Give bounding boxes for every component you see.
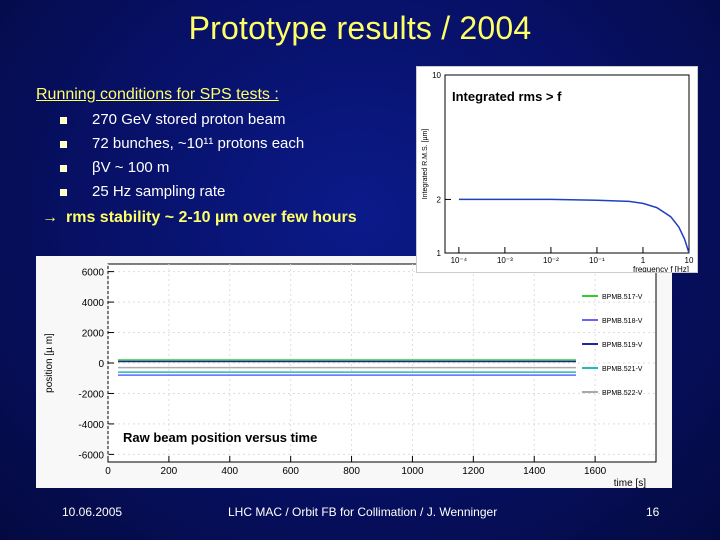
list-item <box>58 156 304 180</box>
arrow-icon: → <box>42 209 58 226</box>
x-tick-label: 1 <box>640 256 646 265</box>
conditions-heading: Running conditions for SPS tests : <box>36 86 279 103</box>
x-tick-label: 10⁻² <box>543 256 559 265</box>
footer-center: LHC MAC / Orbit FB for Collimation / J. Wenninger <box>228 505 498 519</box>
x-tick-label: 10 <box>684 256 694 265</box>
list-item <box>58 132 304 156</box>
list-item-text: 270 GeV stored proton beam <box>92 111 286 128</box>
list-item-text: βV ~ 100 m <box>92 159 170 176</box>
rms-stability-conclusion <box>42 209 357 227</box>
x-tick-label: 10⁻¹ <box>589 256 605 265</box>
x-axis-label: time [s] <box>613 478 646 488</box>
y-tick-label: 0 <box>98 359 104 370</box>
y-tick-label: 2000 <box>81 328 104 340</box>
rms-plot-caption: Integrated rms > f <box>452 89 562 104</box>
bullet-square-icon <box>60 189 67 196</box>
bullet-square-icon <box>60 141 67 148</box>
footer-date: 10.06.2005 <box>62 505 123 519</box>
x-axis-label: frequency f [Hz] <box>632 265 689 272</box>
list-item <box>58 180 304 204</box>
x-tick-label: 0 <box>105 466 111 477</box>
list-item-text: 25 Hz sampling rate <box>92 183 226 200</box>
x-tick-label: 200 <box>160 466 178 477</box>
y-tick-label: 1 <box>436 249 441 258</box>
legend-label: BPMB.521-V <box>602 366 643 373</box>
x-tick-label: 400 <box>221 466 239 477</box>
x-tick-label: 600 <box>282 466 300 477</box>
y-axis-label: position [µ m] <box>44 333 55 393</box>
conclusion-text: rms stability ~ 2-10 µm over few hours <box>66 209 357 226</box>
bullet-square-icon <box>60 117 67 124</box>
slide-title: Prototype results / 2004 <box>188 10 532 46</box>
raw-position-plot <box>36 256 672 488</box>
legend-label: BPMB.519-V <box>602 342 643 349</box>
footer-page-number: 16 <box>646 505 660 519</box>
x-tick-label: 10⁻³ <box>496 256 513 265</box>
y-tick-label: 6000 <box>81 267 104 279</box>
y-axis-label: Integrated R.M.S. [µm] <box>422 128 429 200</box>
x-tick-label: 800 <box>343 466 360 477</box>
x-tick-label: 1000 <box>401 466 424 477</box>
x-tick-label: 1200 <box>462 466 485 477</box>
conditions-list <box>58 108 304 204</box>
list-item-text: 72 bunches, ~10¹¹ protons each <box>92 135 305 152</box>
y-tick-label: -2000 <box>78 389 104 401</box>
legend-label: BPMB.518-V <box>602 318 643 325</box>
x-tick-label: 10⁻⁴ <box>450 256 468 265</box>
raw-position-chart <box>36 256 672 488</box>
legend-label: BPMB.517-V <box>602 294 643 301</box>
legend-label: BPMB.522-V <box>602 390 643 397</box>
raw-plot-caption: Raw beam position versus time <box>123 430 318 445</box>
y-tick-label: -4000 <box>78 419 104 431</box>
y-tick-label: 10 <box>432 71 441 80</box>
list-item <box>58 108 304 132</box>
bullet-square-icon <box>60 165 67 172</box>
y-tick-label: 4000 <box>81 298 104 310</box>
x-tick-label: 1600 <box>583 466 607 477</box>
x-tick-label: 1400 <box>523 466 546 477</box>
y-tick-label: -6000 <box>78 450 104 462</box>
y-tick-label: 2 <box>436 195 441 205</box>
